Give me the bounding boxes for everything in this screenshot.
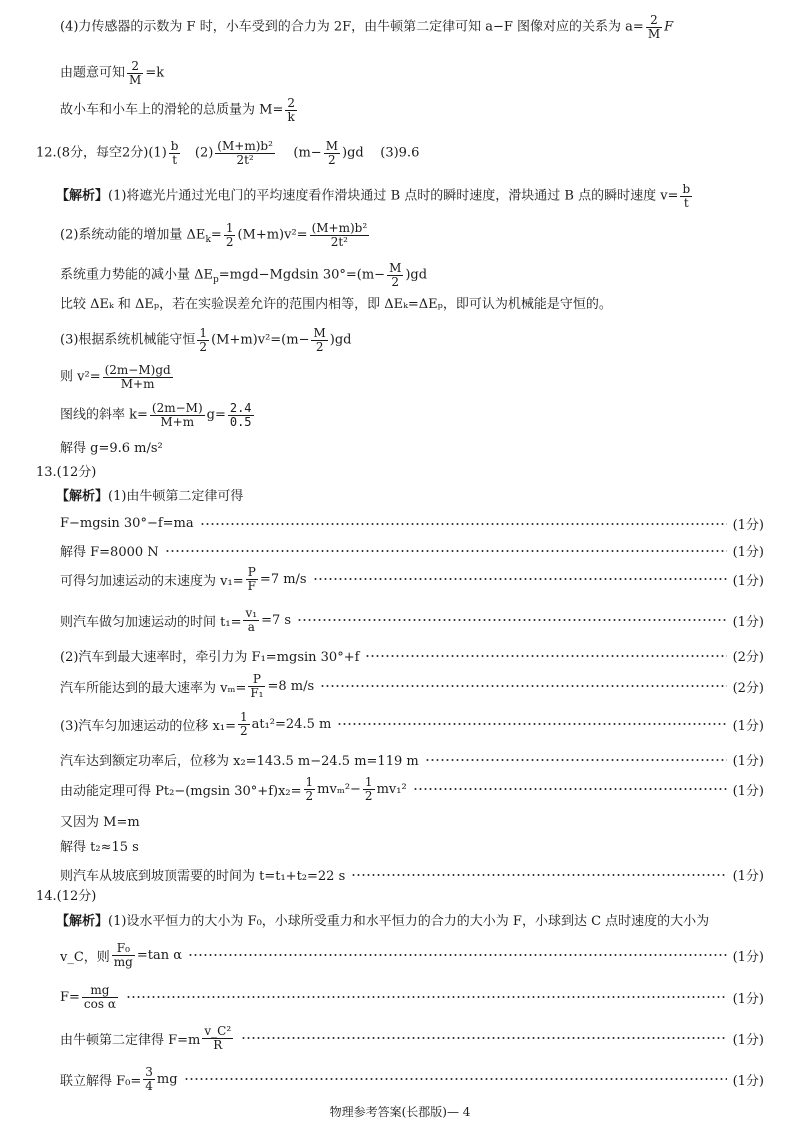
dot-leader [351,874,726,876]
score: (2分) [732,680,764,696]
dot-leader [365,655,726,657]
dot-leader [200,523,727,525]
fraction: $\frac{P}{F}$ [247,565,256,593]
q13-row-8: 汽车达到额定功率后，位移为 x₂=143.5 m−24.5 m=119 m (1分) [60,750,764,769]
q13-row-1: F−mgsin 30°−f=ma (1分) [60,516,764,533]
q13-analysis: 【解析】(1)由牛顿第二定律可得 [56,489,244,504]
score: (1分) [732,1073,764,1089]
fraction: $\frac{3}{4}$ [145,1065,153,1093]
q12-kinetic: (2)系统动能的增加量 $\Delta E_k=$ $\frac{1}{2}$ (M+m)v²= $\frac{\text{(M+m)b²}}{\text{2t²}}$ [60,221,368,249]
dot-leader [241,1037,726,1039]
q12-v2: 则 v²= $\frac{(2m-M)gd}{M+m}$ [60,363,171,391]
q12-compare: 比较 ΔEₖ 和 ΔEₚ，若在实验误差允许的范围内相等，即 ΔEₖ=ΔEₚ，即可认为机械能是守恒的。 [60,297,612,312]
score: (1分) [732,869,764,884]
score: (1分) [732,573,764,589]
fraction: $\frac{2}{M}$ [129,59,142,87]
fraction: $\frac{mg}{\text{cos α}}$ [83,983,116,1011]
dot-leader [165,550,727,552]
fraction: $\frac{M}{2}$ [389,261,402,289]
q12-result: 解得 g=9.6 m/s² [60,441,163,456]
q14-analysis: 【解析】(1)设水平恒力的大小为 F₀，小球所受重力和水平恒力的合力的大小为 F，小球到达 C 点时速度的大小为 [56,914,710,929]
analysis-label: 【解析】 [56,188,109,204]
part4-line2: 由题意可知 $\frac{2}{M}$ =k [60,59,165,87]
score: (1分) [732,545,764,560]
score: (2分) [732,650,764,665]
q13-row-2: 解得 F=8000 N (1分) [60,541,764,560]
dot-leader [425,759,727,761]
part4-intro: (4)力传感器的示数为 F 时，小车受到的合力为 2F，由牛顿第二定律可知 a−F 图像对应的关系为 a= [60,19,644,35]
score: (1分) [732,518,764,533]
fraction: $\frac{(2m-M)gd}{M+m}$ [104,363,171,391]
q13-row-7: (3)汽车匀加速运动的位移 x₁= $\frac{1}{2}$ at₁²=24.5 m (1分) [60,710,764,738]
score: (1分) [732,1032,764,1048]
fraction: $\frac{1}{2}$ [364,775,373,803]
part4-line1: (4)力传感器的示数为 F 时，小车受到的合力为 2F，由牛顿第二定律可知 a−F 图像对应的关系为 a= $\frac{2}{M}$ F [60,13,674,41]
q13-row-6: 汽车所能达到的最大速率为 vₘ= $\frac{P}{\text{F₁}}$ =8 m/s (2分) [60,672,764,700]
q12-potential: 系统重力势能的减小量 $\Delta E_p=mgd-Mgdsin$ 30°=(m− $\frac{M}{2}$ )gd [60,261,428,289]
score: (1分) [732,949,764,965]
fraction: $\frac{1}{2}$ [239,710,248,738]
fraction: $\frac{1}{2}$ [225,221,234,249]
q14-heading: 14.(12分) [36,889,97,904]
analysis-label: 【解析】 [56,489,109,504]
q12-heading: 12.(8分，每空2分)(1) [36,145,167,161]
dot-leader [313,578,727,580]
q14-row-1: v_C，则 $\frac{\text{F₀}}{mg}$ =tan α (1分) [60,941,764,969]
fraction: $\frac{\text{(M+m)b²}}{\text{2t²}}$ [311,221,368,249]
q12-part3: (3)根据系统机械能守恒 $\frac{1}{2}$ (M+m)v²=(m− $\frac{M}{2}$ )gd [60,326,352,354]
part4-line3: 故小车和小车上的滑轮的总质量为 M= $\frac{2}{k}$ [60,96,295,124]
fraction: $\frac{M}{2}$ [325,139,338,167]
q13-row-3: 可得匀加速运动的末速度为 v₁= $\frac{P}{F}$ =7 m/s (1分) [60,565,764,593]
fraction: $\frac{2}{M}$ [647,13,661,41]
fraction: $\frac{\text{F₀}}{mg}$ [113,941,133,969]
q13-row-9: 由动能定理可得 Pt₂−(mgsin 30°+f)x₂= $\frac{1}{2}$ mvₘ²− $\frac{1}{2}$ mv₁² (1分) [60,775,764,803]
fraction: $\frac{2.4}{0.5}$ [229,401,252,429]
q14-row-3: 由牛顿第二定律得 F=m $\frac{\text{v\_C²}}{R}$ (1分) [60,1024,764,1052]
dot-leader [337,723,726,725]
q14-row-2: F= $\frac{mg}{\text{cos α}}$ (1分) [60,983,764,1011]
fraction: $\frac{\text{(M+m)b²}}{\text{2t²}}$ [217,139,273,167]
q14-row-4: 联立解得 F₀= $\frac{3}{4}$ mg (1分) [60,1065,764,1093]
q13-row-12: 则汽车从坡底到坡顶需要的时间为 t=t₁+t₂=22 s (1分) [60,865,764,884]
fraction: $\frac{b}{t}$ [682,182,691,210]
score: (1分) [732,783,764,799]
q13-row-11: 解得 t₂≈15 s [60,840,139,855]
score: (1分) [732,991,764,1007]
score: (1分) [732,614,764,630]
dot-leader [188,954,727,956]
fraction: $\frac{\text{v\_C²}}{R}$ [204,1024,232,1052]
q13-heading: 13.(12分) [36,465,97,480]
fraction: $\frac{\text{v₁}}{a}$ [245,606,258,634]
analysis-label: 【解析】 [56,914,109,929]
q12-answer-line: 12.(8分，每空2分)(1) $\frac{b}{t}$ (2) $\frac{\text{(M+m)b²}}{\text{2t²}}$ (m− $\frac{M}{2}$ )gd (3)9.6 [36,139,420,167]
score: (1分) [732,754,764,769]
score: (1分) [732,718,764,734]
q13-row-4: 则汽车做匀加速运动的时间 t₁= $\frac{\text{v₁}}{a}$ =7 s (1分) [60,606,764,634]
q12-analysis-1: 【解析】(1)将遮光片通过光电门的平均速度看作滑块通过 B 点时的瞬时速度，滑块通过 B 点的瞬时速度 v= $\frac{b}{t}$ [56,182,691,210]
q13-row-5: (2)汽车到最大速率时，牵引力为 F₁=mgsin 30°+f (2分) [60,646,764,665]
fraction: $\frac{1}{2}$ [199,326,208,354]
page-footer: 物理参考答案(长郡版)— 4 [329,1105,471,1119]
dot-leader [413,788,727,790]
dot-leader [297,619,727,621]
fraction: $\frac{2}{k}$ [287,96,295,124]
fraction: $\frac{1}{2}$ [305,775,314,803]
dot-leader [126,996,727,998]
fraction: $\frac{M}{2}$ [313,326,326,354]
q12-slope: 图线的斜率 k= $\frac{(2m-M)}{M+m}$ g= $\frac{2.4}{0.5}$ [60,401,252,429]
fraction: $\frac{P}{\text{F₁}}$ [250,672,264,700]
q13-row-10: 又因为 M=m [60,815,140,830]
fraction: $\frac{(2m-M)}{M+m}$ [151,401,203,429]
dot-leader [320,685,726,687]
dot-leader [184,1078,727,1080]
fraction: $\frac{b}{t}$ [170,139,179,167]
